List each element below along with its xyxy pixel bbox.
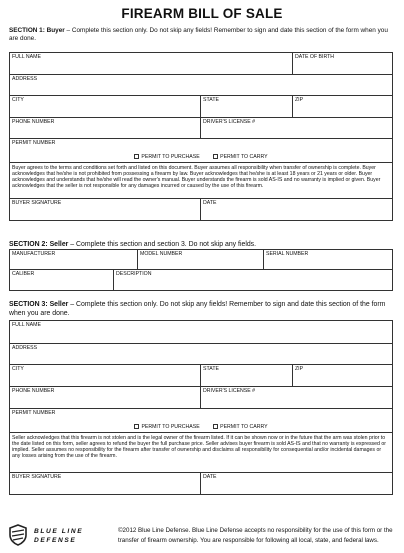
logo-wordmark	[34, 527, 83, 545]
caliber-field[interactable]	[10, 270, 114, 291]
buyer-form-table	[9, 52, 393, 221]
model-number-label: MODEL NUMBER	[140, 251, 183, 257]
buyer-state-field[interactable]	[201, 96, 293, 118]
buyer-city-field[interactable]	[10, 96, 201, 118]
seller-permit-to-purchase-label: PERMIT TO PURCHASE	[141, 424, 200, 430]
buyer-zip-field[interactable]	[293, 96, 393, 118]
description-label: DESCRIPTION	[116, 271, 152, 277]
logo-line1: BLUE LINE	[34, 528, 84, 535]
section3-heading: SECTION 3: Seller	[9, 301, 69, 308]
buyer-dob-label: DATE OF BIRTH	[295, 54, 335, 60]
buyer-license-label: DRIVER'S LICENSE #	[203, 119, 256, 125]
seller-date-field[interactable]	[201, 473, 393, 495]
seller-date-label: DATE	[203, 474, 217, 480]
serial-number-label: SERIAL NUMBER	[266, 251, 309, 257]
buyer-date-label: DATE	[203, 200, 217, 206]
section1-header	[9, 27, 397, 43]
seller-license-field[interactable]	[201, 387, 393, 409]
seller-phone-field[interactable]	[10, 387, 201, 409]
checkbox-icon	[134, 424, 139, 429]
buyer-permit-number-field[interactable]	[10, 139, 393, 163]
seller-signature-label: BUYER SIGNATURE	[12, 474, 62, 480]
buyer-permit-to-purchase-checkbox[interactable]	[134, 154, 199, 160]
buyer-signature-label: BUYER SIGNATURE	[12, 200, 62, 206]
seller-permit-options	[10, 424, 392, 430]
section1-heading: SECTION 1: Buyer	[9, 27, 65, 34]
caliber-label: CALIBER	[12, 271, 35, 277]
buyer-zip-label: ZIP	[295, 97, 304, 103]
buyer-address-field[interactable]	[10, 75, 393, 96]
seller-address-label: ADDRESS	[12, 345, 38, 351]
seller-permit-to-carry-label: PERMIT TO CARRY	[220, 424, 268, 430]
section1-instructions: – Complete this section only. Do not skip any fields! Remember to sign and date this section of the form when you are done.	[9, 27, 388, 43]
manufacturer-label: MANUFACTURER	[12, 251, 56, 257]
seller-form-table	[9, 320, 393, 495]
seller-permit-number-label: PERMIT NUMBER	[12, 410, 56, 416]
section2-instructions: – Complete this section and section 3. Do not skip any fields.	[68, 241, 257, 248]
seller-permit-to-purchase-checkbox[interactable]	[134, 424, 199, 430]
seller-phone-label: PHONE NUMBER	[12, 388, 55, 394]
section2-heading: SECTION 2: Seller	[9, 241, 69, 248]
buyer-signature-field[interactable]	[10, 199, 201, 221]
buyer-permit-number-label: PERMIT NUMBER	[12, 140, 56, 146]
buyer-date-field[interactable]	[201, 199, 393, 221]
checkbox-icon	[134, 154, 139, 159]
shield-icon	[8, 524, 28, 546]
checkbox-icon	[213, 424, 218, 429]
seller-permit-number-field[interactable]	[10, 409, 393, 433]
buyer-address-label: ADDRESS	[12, 76, 38, 82]
form-title: FIREARM BILL OF SALE	[121, 6, 283, 21]
seller-full-name-field[interactable]	[10, 321, 393, 344]
buyer-permit-to-carry-checkbox[interactable]	[213, 154, 267, 160]
firearm-form-table	[9, 249, 393, 291]
buyer-state-label: STATE	[203, 97, 219, 103]
seller-address-field[interactable]	[10, 344, 393, 365]
manufacturer-field[interactable]	[10, 250, 138, 270]
model-number-field[interactable]	[138, 250, 264, 270]
seller-license-label: DRIVER'S LICENSE #	[203, 388, 256, 394]
section3-header	[9, 300, 397, 318]
buyer-permit-to-carry-label: PERMIT TO CARRY	[220, 154, 268, 160]
buyer-full-name-label: FULL NAME	[12, 54, 41, 60]
seller-zip-field[interactable]	[293, 365, 393, 387]
checkbox-icon	[213, 154, 218, 159]
seller-city-field[interactable]	[10, 365, 201, 387]
buyer-agreement-text: Buyer agrees to the terms and conditions set forth and listed on this document. Buyer assumes all responsibility when transfer of ownership is complete. Buyer acknowledges that he/she is not prohibited from possessing a firearm by law. Buyer acknowledges that he/she is at least 18 years or 21 years or older. Buyer acknowledges and understands that he/she will read the owner's manual. Buyer understands the firearm is sold AS-IS and no warranty is implied or given. Buyer acknowledges that the seller is not responsible for any damages incurred or caused by the use of this firearm.	[10, 163, 393, 199]
buyer-permit-to-purchase-label: PERMIT TO PURCHASE	[141, 154, 200, 160]
seller-zip-label: ZIP	[295, 366, 304, 372]
buyer-city-label: CITY	[12, 97, 24, 103]
seller-state-label: STATE	[203, 366, 219, 372]
footer-notice: ©2012 Blue Line Defense. Blue Line Defense accepts no responsibility for the use of this form or the transfer of firearm ownership. You are responsible for following all local, state, and federal laws.	[118, 527, 393, 544]
section2-header	[9, 240, 397, 249]
description-field[interactable]	[114, 270, 393, 291]
serial-number-field[interactable]	[264, 250, 393, 270]
logo-line2: DEFENSE	[34, 537, 77, 544]
seller-full-name-label: FULL NAME	[12, 322, 41, 328]
section3-instructions: – Complete this section only. Do not skip any fields! Remember to sign and date this section of the form when you are done.	[9, 301, 386, 317]
buyer-phone-field[interactable]	[10, 118, 201, 139]
buyer-dob-field[interactable]	[293, 53, 393, 75]
seller-permit-to-carry-checkbox[interactable]	[213, 424, 267, 430]
buyer-full-name-field[interactable]	[10, 53, 293, 75]
seller-state-field[interactable]	[201, 365, 293, 387]
blue-line-defense-logo	[8, 523, 88, 547]
buyer-phone-label: PHONE NUMBER	[12, 119, 55, 125]
buyer-license-field[interactable]	[201, 118, 393, 139]
seller-signature-field[interactable]	[10, 473, 201, 495]
seller-agreement-text: Seller acknowledges that this firearm is not stolen and is the legal owner of the firearm listed. If it can be shown now or in the future that the arm was stolen prior to the date listed on this form, seller agrees to refund the buyer the full purchase price. Seller advises buyer firearm is sold AS-IS and that no warranty is expressed or implied. Seller assumes no responsibility for the firearm after transfer of ownership and disclaims all responsibility for consequential and/or incidental damages or any losses arising from the use of the firearm.	[10, 433, 393, 473]
seller-city-label: CITY	[12, 366, 24, 372]
buyer-permit-options	[10, 154, 392, 160]
